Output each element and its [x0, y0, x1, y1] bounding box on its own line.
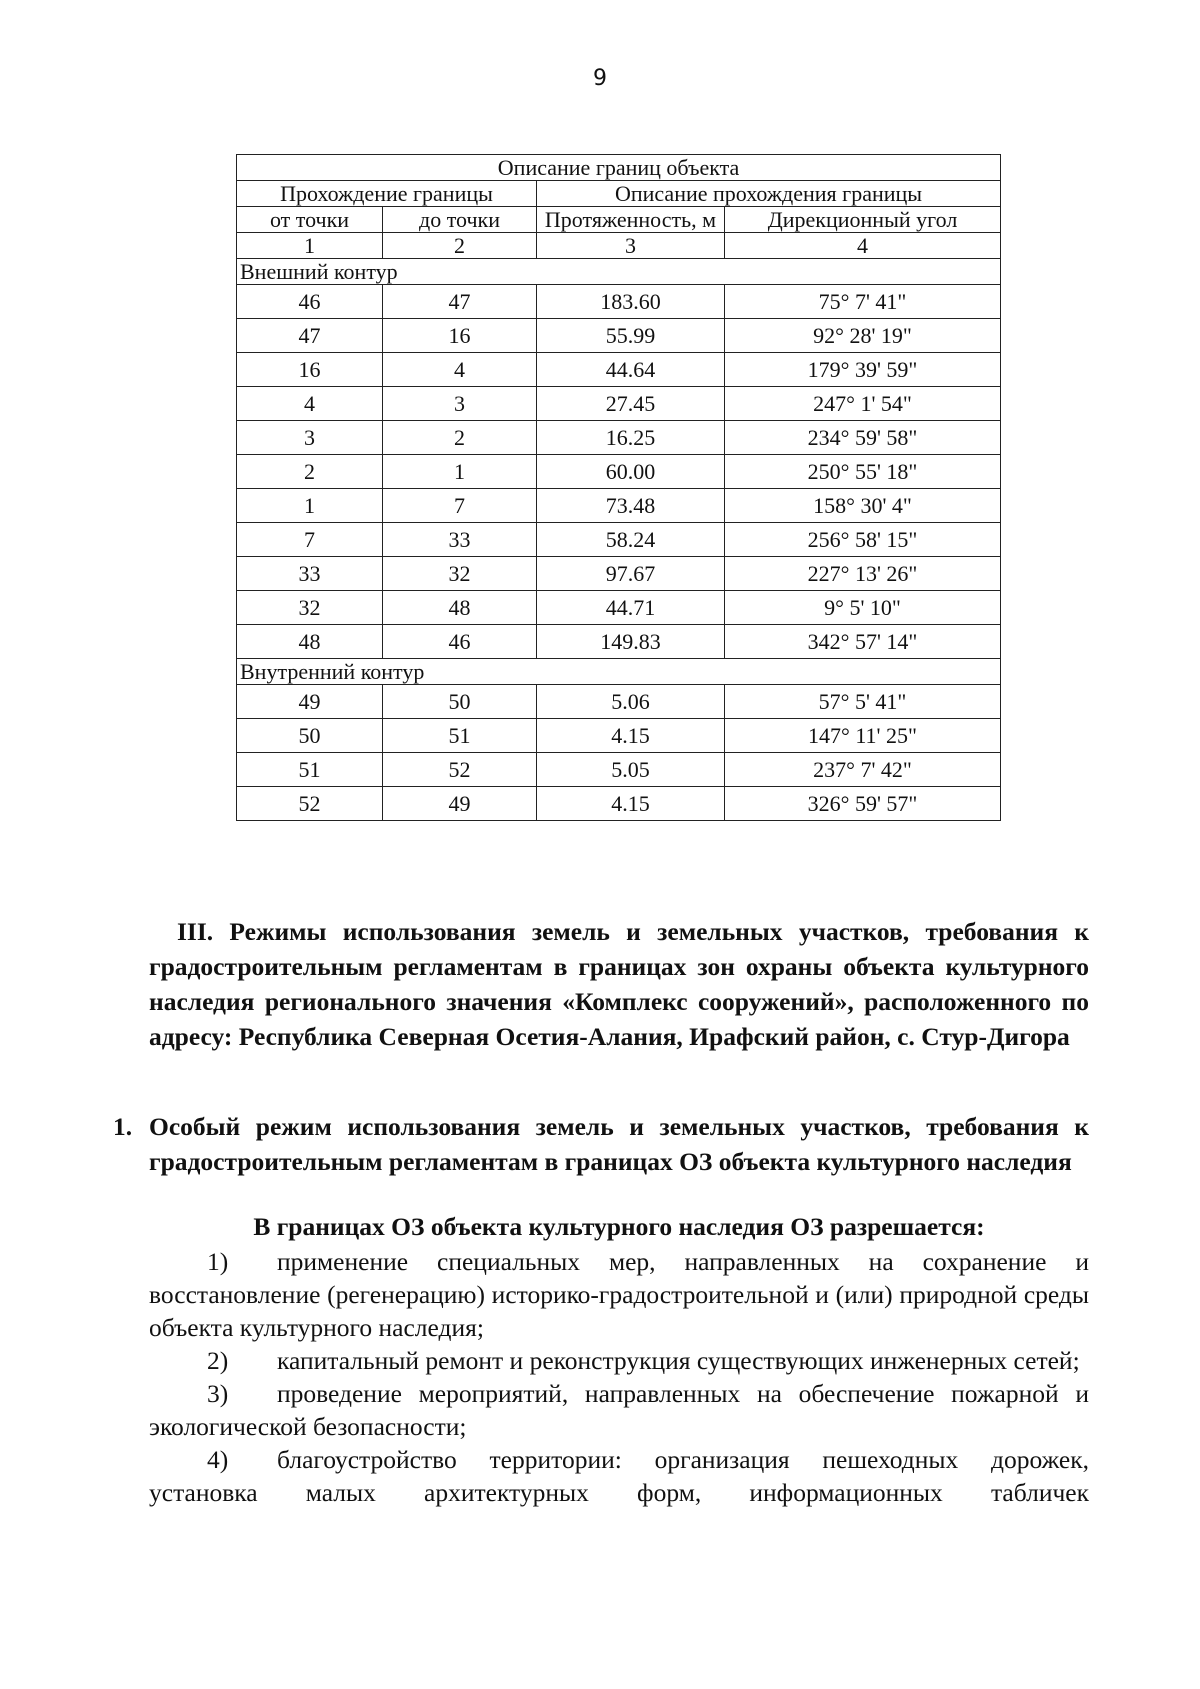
table-cell: 183.60: [537, 285, 725, 319]
table-row: [237, 421, 1001, 455]
table-cell: 179° 39' 59": [725, 353, 1001, 387]
table-cell: 97.67: [537, 557, 725, 591]
table-section-row: [237, 259, 1001, 285]
allowed-heading: В границах ОЗ объекта культурного наследия ОЗ разрешается:: [253, 1212, 985, 1241]
list-item: [149, 1377, 1089, 1443]
page-number: 9: [593, 66, 607, 91]
table-cell: 1: [383, 455, 537, 489]
table-cell: 1: [237, 489, 383, 523]
table-cell: 2: [237, 455, 383, 489]
table-cell: 4.15: [537, 719, 725, 753]
table-cell: 342° 57' 14": [725, 625, 1001, 659]
table-cell: 7: [237, 523, 383, 557]
table-cell: 52: [237, 787, 383, 821]
table-cell: 149.83: [537, 625, 725, 659]
list-item-number: 4): [207, 1445, 229, 1474]
table-group-row: [237, 181, 1001, 207]
subsection-1: [113, 1109, 1089, 1179]
list-item-text: капитальный ремонт и реконструкция существующих инженерных сетей;: [277, 1346, 1080, 1375]
table-cell: 32: [383, 557, 537, 591]
table-row: [237, 523, 1001, 557]
table-cell: 256° 58' 15": [725, 523, 1001, 557]
list-item: [149, 1344, 1089, 1377]
table-row: [237, 353, 1001, 387]
list-item: [149, 1245, 1089, 1344]
list-item-number: 3): [207, 1379, 229, 1408]
table-row: [237, 319, 1001, 353]
table-group-left: Прохождение границы: [237, 181, 537, 207]
list-item-text: применение специальных мер, направленных на сохранение и восстановление (регенерацию) историко-градостроительной и (или) природной среды объекта культурного наследия;: [149, 1247, 1089, 1342]
subsection-1-heading: Особый режим использования земель и земельных участков, требования к градостроительным регламентам в границах ОЗ объекта культурного наследия: [149, 1112, 1089, 1176]
table-row: [237, 455, 1001, 489]
table-cell: 51: [383, 719, 537, 753]
column-header: Дирекционный угол: [725, 207, 1001, 233]
table-row: [237, 753, 1001, 787]
table-title-row: [237, 155, 1001, 181]
table-cell: 33: [383, 523, 537, 557]
table-cell: 52: [383, 753, 537, 787]
table-cell: 32: [237, 591, 383, 625]
table-cell: 247° 1' 54": [725, 387, 1001, 421]
table-cell: 158° 30' 4": [725, 489, 1001, 523]
table-cell: 57° 5' 41": [725, 685, 1001, 719]
list-item-number: 2): [207, 1346, 229, 1375]
table-cell: 50: [237, 719, 383, 753]
table-group-right: Описание прохождения границы: [537, 181, 1001, 207]
section-3: [149, 914, 1089, 1054]
table-cell: 5.06: [537, 685, 725, 719]
table-cell: 4.15: [537, 787, 725, 821]
table-cell: 75° 7' 41": [725, 285, 1001, 319]
list-item: [149, 1443, 1089, 1509]
table-cell: 51: [237, 753, 383, 787]
table-cell: 4: [237, 387, 383, 421]
column-number: 3: [537, 233, 725, 259]
table-cell: 9° 5' 10": [725, 591, 1001, 625]
column-header: Протяженность, м: [537, 207, 725, 233]
table-cell: 33: [237, 557, 383, 591]
table-section-row: [237, 659, 1001, 685]
boundary-table: [236, 154, 1001, 821]
table-cell: 3: [237, 421, 383, 455]
table-cell: 47: [383, 285, 537, 319]
allowed-list: [149, 1245, 1089, 1509]
table-cell: 92° 28' 19": [725, 319, 1001, 353]
table-cell: 73.48: [537, 489, 725, 523]
table-header-row: [237, 207, 1001, 233]
section-3-heading: III. Режимы использования земель и земельных участков, требования к градостроительным регламентам в границах зон охраны объекта культурного наследия регионального значения «Комплекс сооружений», расположенного по адресу: Республика Северная Осетия-Алания, Ирафский район, с. Стур-Дигора: [149, 917, 1089, 1051]
table-title: Описание границ объекта: [237, 155, 1001, 181]
table-cell: 49: [383, 787, 537, 821]
table-cell: 44.64: [537, 353, 725, 387]
table-cell: 16: [383, 319, 537, 353]
table-cell: 147° 11' 25": [725, 719, 1001, 753]
table-cell: 4: [383, 353, 537, 387]
column-header: от точки: [237, 207, 383, 233]
table-cell: 50: [383, 685, 537, 719]
table-cell: 48: [383, 591, 537, 625]
table-cell: 49: [237, 685, 383, 719]
table-cell: 55.99: [537, 319, 725, 353]
table-cell: 3: [383, 387, 537, 421]
section-label: Внешний контур: [237, 259, 1001, 285]
table-cell: 27.45: [537, 387, 725, 421]
table-row: [237, 625, 1001, 659]
table-cell: 7: [383, 489, 537, 523]
table-row: [237, 719, 1001, 753]
table-cell: 46: [237, 285, 383, 319]
table-row: [237, 557, 1001, 591]
table-cell: 44.71: [537, 591, 725, 625]
table-cell: 16.25: [537, 421, 725, 455]
section-label: Внутренний контур: [237, 659, 1001, 685]
table-cell: 58.24: [537, 523, 725, 557]
table-cell: 237° 7' 42": [725, 753, 1001, 787]
column-number: 2: [383, 233, 537, 259]
table-cell: 47: [237, 319, 383, 353]
table-row: [237, 591, 1001, 625]
table-cell: 2: [383, 421, 537, 455]
table-cell: 46: [383, 625, 537, 659]
table-cell: 326° 59' 57": [725, 787, 1001, 821]
table-cell: 16: [237, 353, 383, 387]
table-row: [237, 489, 1001, 523]
subsection-1-number: 1.: [113, 1112, 133, 1141]
list-item-text: проведение мероприятий, направленных на обеспечение пожарной и экологической безопасности;: [149, 1379, 1089, 1441]
table-row: [237, 685, 1001, 719]
column-number: 1: [237, 233, 383, 259]
table-row: [237, 387, 1001, 421]
table-column-numbers-row: [237, 233, 1001, 259]
table-cell: 48: [237, 625, 383, 659]
column-number: 4: [725, 233, 1001, 259]
table-row: [237, 285, 1001, 319]
table-cell: 5.05: [537, 753, 725, 787]
table-cell: 60.00: [537, 455, 725, 489]
table-cell: 234° 59' 58": [725, 421, 1001, 455]
column-header: до точки: [383, 207, 537, 233]
table-cell: 227° 13' 26": [725, 557, 1001, 591]
table-cell: 250° 55' 18": [725, 455, 1001, 489]
list-item-text: благоустройство территории: организация пешеходных дорожек, установка малых архитектурных форм, информационных табличек: [149, 1445, 1089, 1507]
table-row: [237, 787, 1001, 821]
list-item-number: 1): [207, 1247, 229, 1276]
